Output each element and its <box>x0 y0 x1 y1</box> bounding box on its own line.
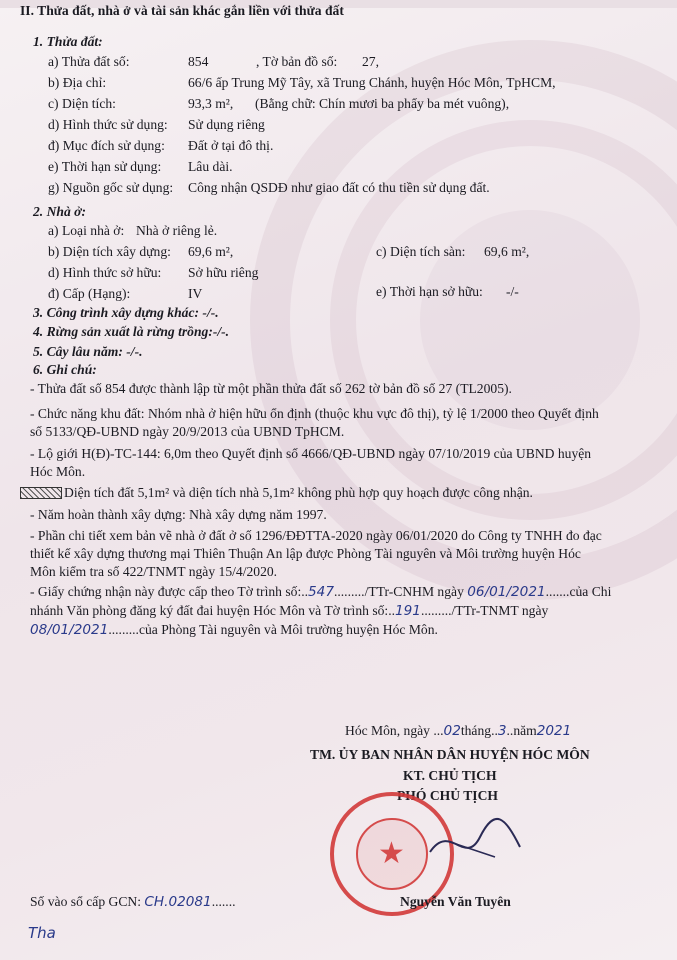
initials-handwritten: Tha <box>28 924 56 942</box>
use-term-label: e) Thời hạn sử dụng: <box>48 159 162 174</box>
house-grade-label: đ) Cấp (Hạng): <box>48 286 131 301</box>
year-label: năm <box>513 723 537 738</box>
ownership-form-label: d) Hình thức sở hữu: <box>48 265 162 280</box>
perennial-heading: 5. Cây lâu năm: -/-. <box>33 344 143 359</box>
build-area-value: 69,6 m², <box>188 244 234 259</box>
ownership-term-value: -/- <box>506 284 519 299</box>
note-7b: nhánh Văn phòng đăng ký đất đai huyện Hóc Môn và Tờ trình số:..191........./TTr-TNMT ngày <box>30 603 549 619</box>
area-label: c) Diện tích: <box>48 96 116 111</box>
use-purpose-value: Đất ở tại đô thị. <box>188 138 274 153</box>
cert-book-label: Số vào sổ cấp GCN: <box>30 894 142 909</box>
note-7a-middle: /TTr-CNHM ngày <box>364 584 464 599</box>
note-2b: số 5133/QĐ-UBND ngày 20/9/2013 của UBND TpHCM. <box>30 424 345 439</box>
note-7a-suffix: của Chi <box>569 584 612 599</box>
note-2a: - Chức năng khu đất: Nhóm nhà ở hiện hữu ổn định (thuộc khu vực đô thị), tỷ lệ 1/2000 theo Quyết định <box>30 406 599 421</box>
other-works-heading: 3. Công trình xây dựng khác: -/-. <box>33 305 219 320</box>
note-3b: Hóc Môn. <box>30 464 86 479</box>
use-origin-value: Công nhận QSDĐ như giao đất có thu tiền sử dụng đất. <box>188 180 490 195</box>
area-in-words: (Bằng chữ: Chín mươi ba phẩy ba mét vuông), <box>255 96 510 111</box>
note-7a-prefix: - Giấy chứng nhận này được cấp theo Tờ trình số: <box>30 584 302 599</box>
place-date-prefix: Hóc Môn, ngày <box>345 723 430 738</box>
note-7b-prefix: nhánh Văn phòng đăng ký đất đai huyện Hóc Môn và Tờ trình số: <box>30 603 389 618</box>
forest-heading: 4. Rừng sản xuất là rừng trồng:-/-. <box>33 324 230 339</box>
place-date-line: Hóc Môn, ngày ...02tháng..3..năm2021 <box>345 723 572 739</box>
note-7c: 08/01/2021.........của Phòng Tài nguyên và Môi trường huyện Hóc Môn. <box>30 622 438 638</box>
area-value: 93,3 m², <box>188 96 234 111</box>
land-heading: 1. Thửa đất: <box>33 34 103 49</box>
house-heading: 2. Nhà ở: <box>33 204 86 219</box>
signer-name: Nguyễn Văn Tuyên <box>400 894 511 909</box>
cert-book-number: Số vào sổ cấp GCN: CH.02081....... <box>30 894 236 910</box>
house-grade-value: IV <box>188 286 203 301</box>
signature-scribble-icon <box>420 812 530 872</box>
hatch-pattern-legend-icon <box>20 487 62 499</box>
day-handwritten: 02 <box>443 723 461 739</box>
floor-area-label: c) Diện tích sàn: <box>376 244 466 259</box>
cert-book-value: CH.02081 <box>144 894 212 910</box>
note-5: - Năm hoàn thành xây dựng: Nhà xây dựng năm 1997. <box>30 507 327 522</box>
submission-number-handwritten: 547 <box>308 584 334 600</box>
note-7b-suffix: /TTr-TNMT ngày <box>451 603 549 618</box>
note-6b: thiết kế xây dựng thương mại Thiên Thuận An lập được Phòng Tài nguyên và Môi trường huyện Hóc <box>30 546 581 561</box>
signing-authority: TM. ỦY BAN NHÂN DÂN HUYỆN HÓC MÔN <box>310 747 590 762</box>
build-area-label: b) Diện tích xây dựng: <box>48 244 171 259</box>
ownership-term-label: e) Thời hạn sở hữu: <box>376 284 483 299</box>
map-sheet-label: , Tờ bản đồ số: <box>256 54 338 69</box>
signing-kt: KT. CHỦ TỊCH <box>403 768 497 783</box>
note-6c: Môn kiểm tra số 422/TNMT ngày 15/4/2020. <box>30 564 278 579</box>
parcel-number-value: 854 <box>188 54 209 69</box>
note-1: - Thửa đất số 854 được thành lập từ một phần thửa đất số 262 tờ bản đồ số 27 (TL2005). <box>30 381 512 396</box>
month-handwritten: 3 <box>497 723 507 739</box>
submission-date-handwritten: 06/01/2021 <box>467 584 546 600</box>
address-value: 66/6 ấp Trung Mỹ Tây, xã Trung Chánh, huyện Hóc Môn, TpHCM, <box>188 75 556 90</box>
notes-heading: 6. Ghi chú: <box>33 362 97 377</box>
use-purpose-label: đ) Mục đích sử dụng: <box>48 138 165 153</box>
note-7a: - Giấy chứng nhận này được cấp theo Tờ trình số:..547........./TTr-CNHM ngày 06/01/2021.......của Chi <box>30 584 612 600</box>
house-type-label: a) Loại nhà ở: <box>48 223 125 238</box>
tnmt-date-handwritten: 08/01/2021 <box>30 622 109 638</box>
note-4: Diện tích đất 5,1m² và diện tích nhà 5,1m² không phù hợp quy hoạch được công nhận. <box>64 485 533 500</box>
note-3a: - Lộ giới H(Đ)-TC-144: 6,0m theo Quyết định số 4666/QĐ-UBND ngày 07/10/2019 của UBND huyện <box>30 446 592 461</box>
note-6a: - Phần chi tiết xem bản vẽ nhà ở đất ở số 1296/ĐĐTTA-2020 ngày 06/01/2020 do Công ty TNHH đo đạc <box>30 528 602 543</box>
floor-area-value: 69,6 m², <box>484 244 530 259</box>
tnmt-number-handwritten: 191 <box>394 603 421 619</box>
house-type-value: Nhà ở riêng lẻ. <box>136 223 218 238</box>
signing-role: PHÓ CHỦ TỊCH <box>397 788 498 803</box>
use-form-value: Sử dụng riêng <box>188 117 265 132</box>
note-7c-suffix: của Phòng Tài nguyên và Môi trường huyện Hóc Môn. <box>138 622 438 637</box>
section-title: II. Thửa đất, nhà ở và tài sản khác gắn liền với thửa đất <box>20 3 344 18</box>
address-label: b) Địa chỉ: <box>48 75 107 90</box>
seal-star-icon: ★ <box>378 837 405 870</box>
year-handwritten: 2021 <box>536 723 572 739</box>
use-origin-label: g) Nguồn gốc sử dụng: <box>48 180 174 195</box>
ownership-form-value: Sở hữu riêng <box>188 265 259 280</box>
month-label: tháng <box>460 723 492 738</box>
use-form-label: d) Hình thức sử dụng: <box>48 117 168 132</box>
map-sheet-value: 27, <box>362 54 379 69</box>
use-term-value: Lâu dài. <box>188 159 233 174</box>
parcel-number-label: a) Thửa đất số: <box>48 54 130 69</box>
